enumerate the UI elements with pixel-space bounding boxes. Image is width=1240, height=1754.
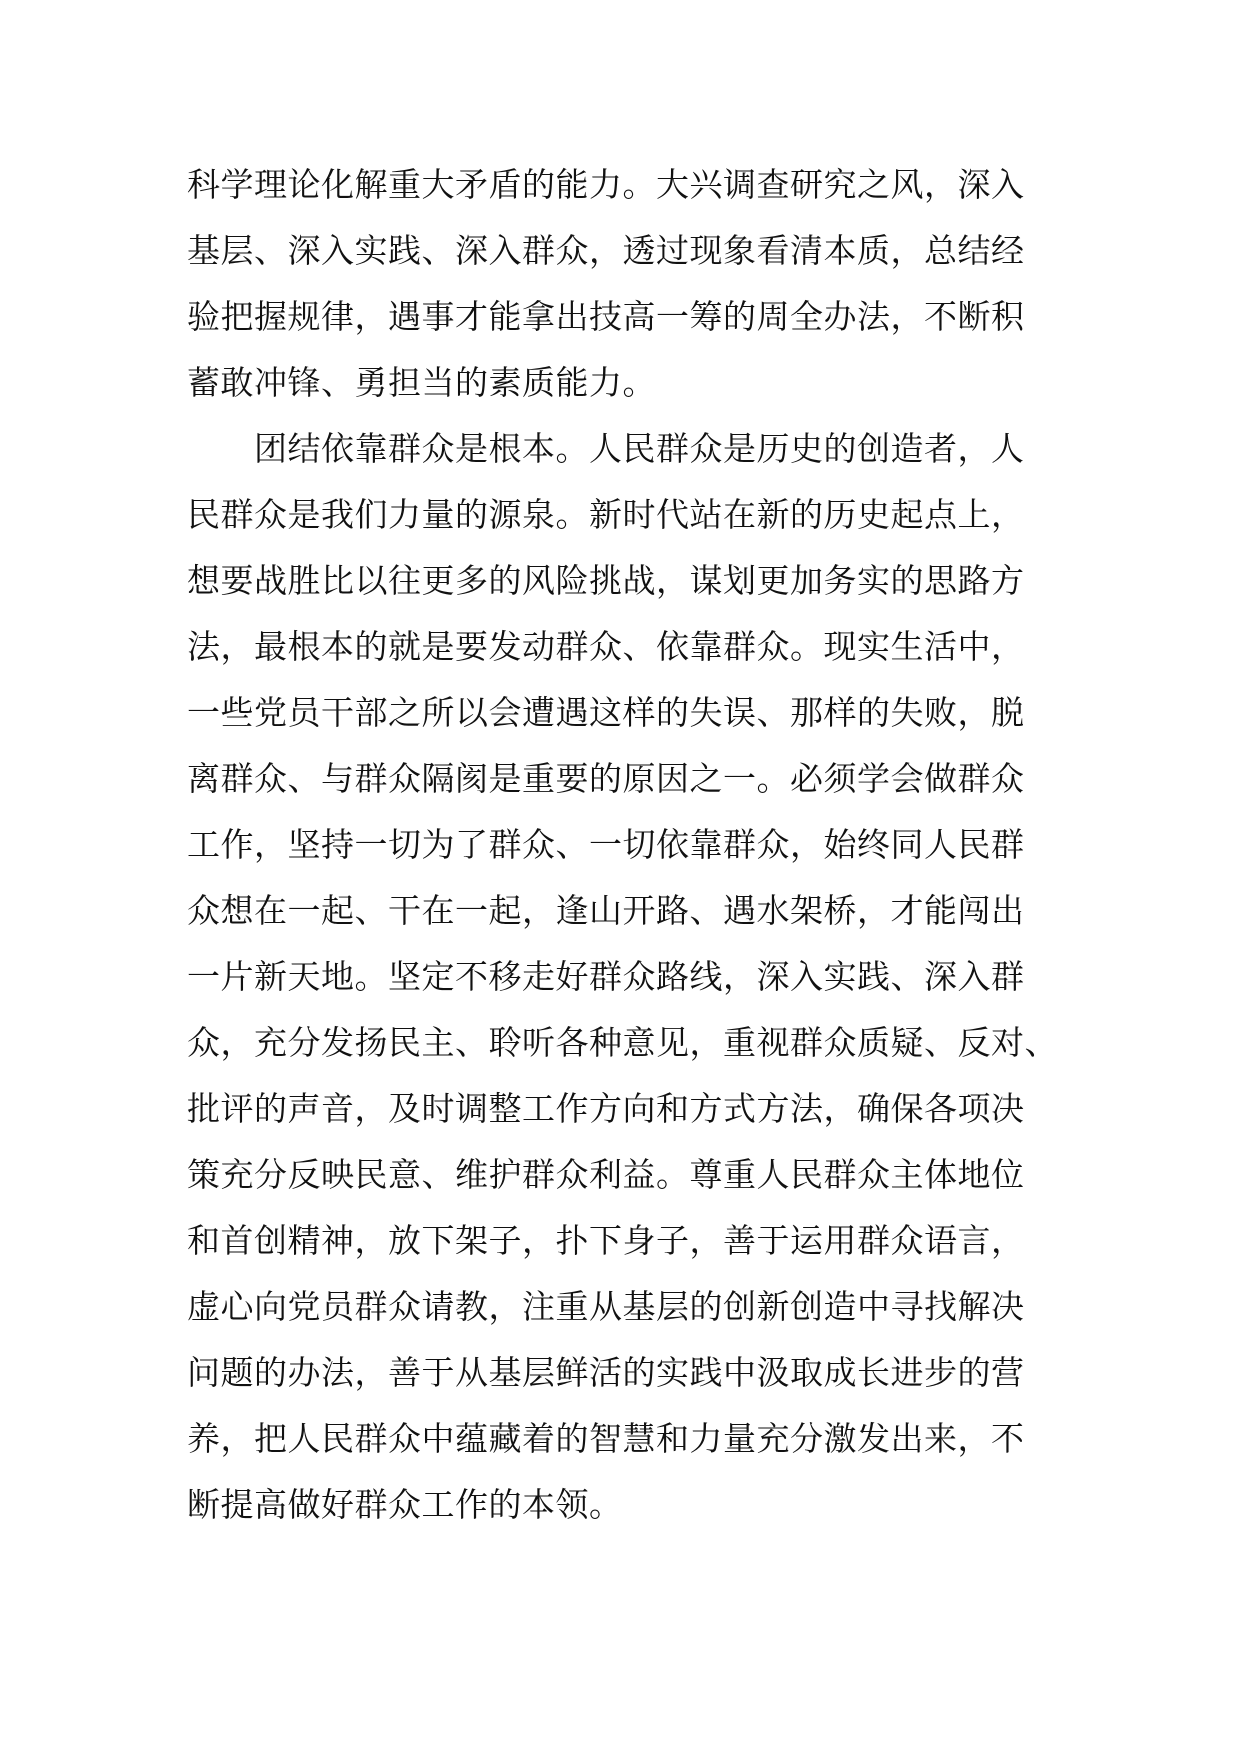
text-line: 民群众是我们力量的源泉。新时代站在新的历史起点上，	[187, 495, 1025, 534]
text-line: 工作，坚持一切为了群众、一切依靠群众，始终同人民群	[187, 825, 1025, 864]
text-line: 一片新天地。坚定不移走好群众路线，深入实践、深入群	[187, 957, 1025, 996]
text-line: 想要战胜比以往更多的风险挑战，谋划更加务实的思路方	[187, 561, 1025, 600]
text-line: 众，充分发扬民主、聆听各种意见，重视群众质疑、反对、	[187, 1023, 1058, 1062]
text-line: 科学理论化解重大矛盾的能力。大兴调查研究之风，深入	[187, 165, 1025, 204]
paragraph-continued	[187, 152, 1047, 416]
text-line: 批评的声音，及时调整工作方向和方式方法，确保各项决	[187, 1089, 1025, 1128]
text-line: 基层、深入实践、深入群众，透过现象看清本质，总结经	[187, 231, 1025, 270]
text-line: 法，最根本的就是要发动群众、依靠群众。现实生活中，	[187, 627, 1025, 666]
text-line: 离群众、与群众隔阂是重要的原因之一。必须学会做群众	[187, 759, 1025, 798]
text-line: 问题的办法，善于从基层鲜活的实践中汲取成长进步的营	[187, 1353, 1025, 1392]
text-line: 虚心向党员群众请教，注重从基层的创新创造中寻找解决	[187, 1287, 1025, 1326]
text-line: 和首创精神，放下架子，扑下身子，善于运用群众语言，	[187, 1221, 1025, 1260]
text-line: 验把握规律，遇事才能拿出技高一筹的周全办法，不断积	[187, 297, 1025, 336]
text-line: 众想在一起、干在一起，逢山开路、遇水架桥，才能闯出	[187, 891, 1025, 930]
text-line: 团结依靠群众是根本。人民群众是历史的创造者，人	[254, 429, 1025, 468]
paragraph-group-reliance-on-masses	[187, 416, 1058, 1538]
text-line: 策充分反映民意、维护群众利益。尊重人民群众主体地位	[187, 1155, 1025, 1194]
text-line: 断提高做好群众工作的本领。	[187, 1485, 623, 1524]
text-line: 蓄敢冲锋、勇担当的素质能力。	[187, 363, 656, 402]
text-line: 一些党员干部之所以会遭遇这样的失误、那样的失败，脱	[187, 693, 1025, 732]
document-body	[187, 152, 1058, 1538]
text-line: 养，把人民群众中蕴藏着的智慧和力量充分激发出来，不	[187, 1419, 1025, 1458]
